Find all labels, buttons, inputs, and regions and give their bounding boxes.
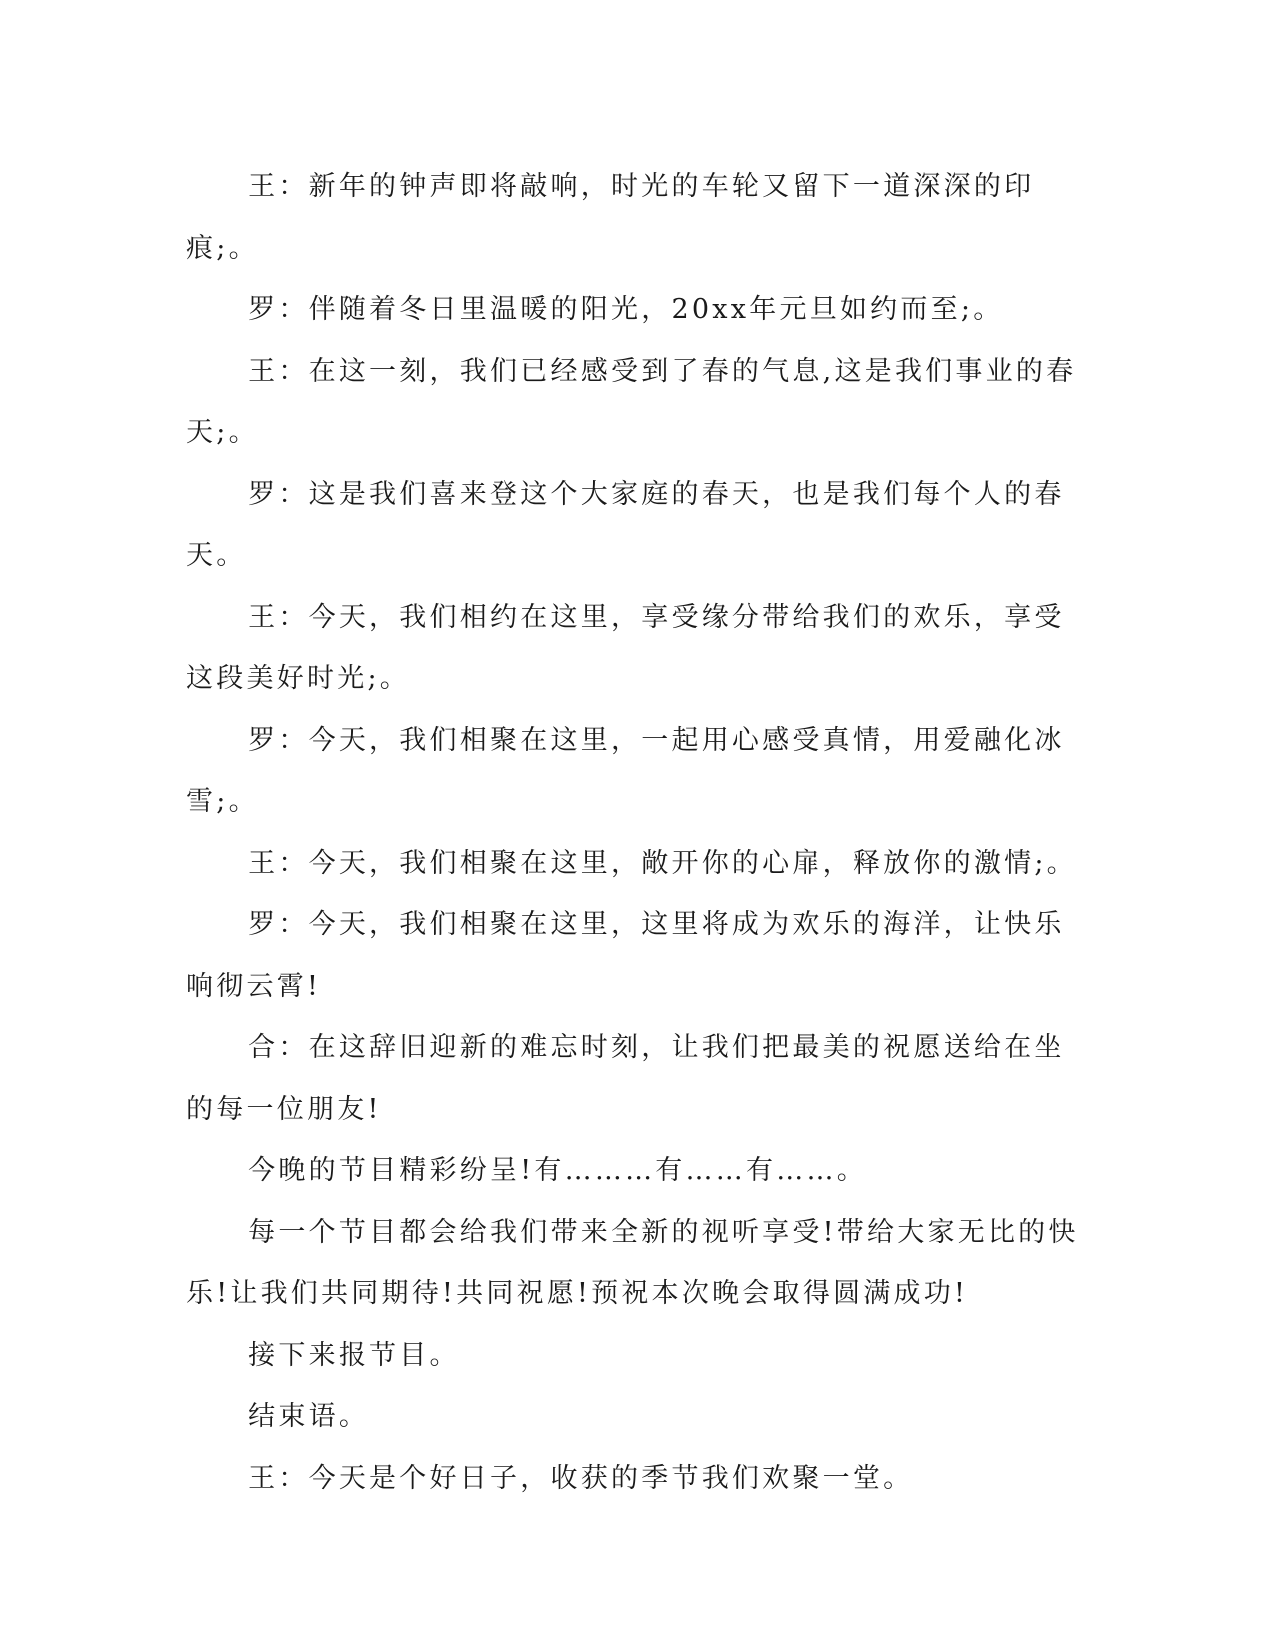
paragraph-7: 王：今天，我们相聚在这里，敞开你的心扉，释放你的激情;。 bbox=[248, 847, 1077, 879]
paragraph-1: 王：新年的钟声即将敲响，时光的车轮又留下一道深深的印痕;。 bbox=[186, 171, 1035, 264]
paragraph-8: 罗：今天，我们相聚在这里，这里将成为欢乐的海洋，让快乐响彻云霄! bbox=[186, 909, 1065, 1002]
paragraph-4: 罗：这是我们喜来登这个大家庭的春天，也是我们每个人的春天。 bbox=[186, 478, 1065, 571]
paragraph-14: 王：今天是个好日子，收获的季节我们欢聚一堂。 bbox=[248, 1462, 914, 1494]
document-body bbox=[186, 156, 1091, 1509]
paragraph-11: 每一个节目都会给我们带来全新的视听享受!带给大家无比的快乐!让我们共同期待!共同祝愿!预祝本次晚会取得圆满成功! bbox=[186, 1216, 1079, 1309]
paragraph-9: 合：在这辞旧迎新的难忘时刻，让我们把最美的祝愿送给在坐的每一位朋友! bbox=[186, 1032, 1065, 1125]
paragraph-3: 王：在这一刻，我们已经感受到了春的气息,这是我们事业的春天;。 bbox=[186, 355, 1077, 448]
paragraph-5: 王：今天，我们相约在这里，享受缘分带给我们的欢乐，享受这段美好时光;。 bbox=[186, 601, 1065, 694]
paragraph-12: 接下来报节目。 bbox=[248, 1339, 460, 1371]
paragraph-2: 罗：伴随着冬日里温暖的阳光，20xx年元旦如约而至;。 bbox=[248, 294, 1004, 325]
paragraph-10: 今晚的节目精彩纷呈!有………有……有……。 bbox=[248, 1155, 867, 1186]
paragraph-13: 结束语。 bbox=[248, 1401, 370, 1432]
paragraph-6: 罗：今天，我们相聚在这里，一起用心感受真情，用爱融化冰雪;。 bbox=[186, 724, 1065, 817]
